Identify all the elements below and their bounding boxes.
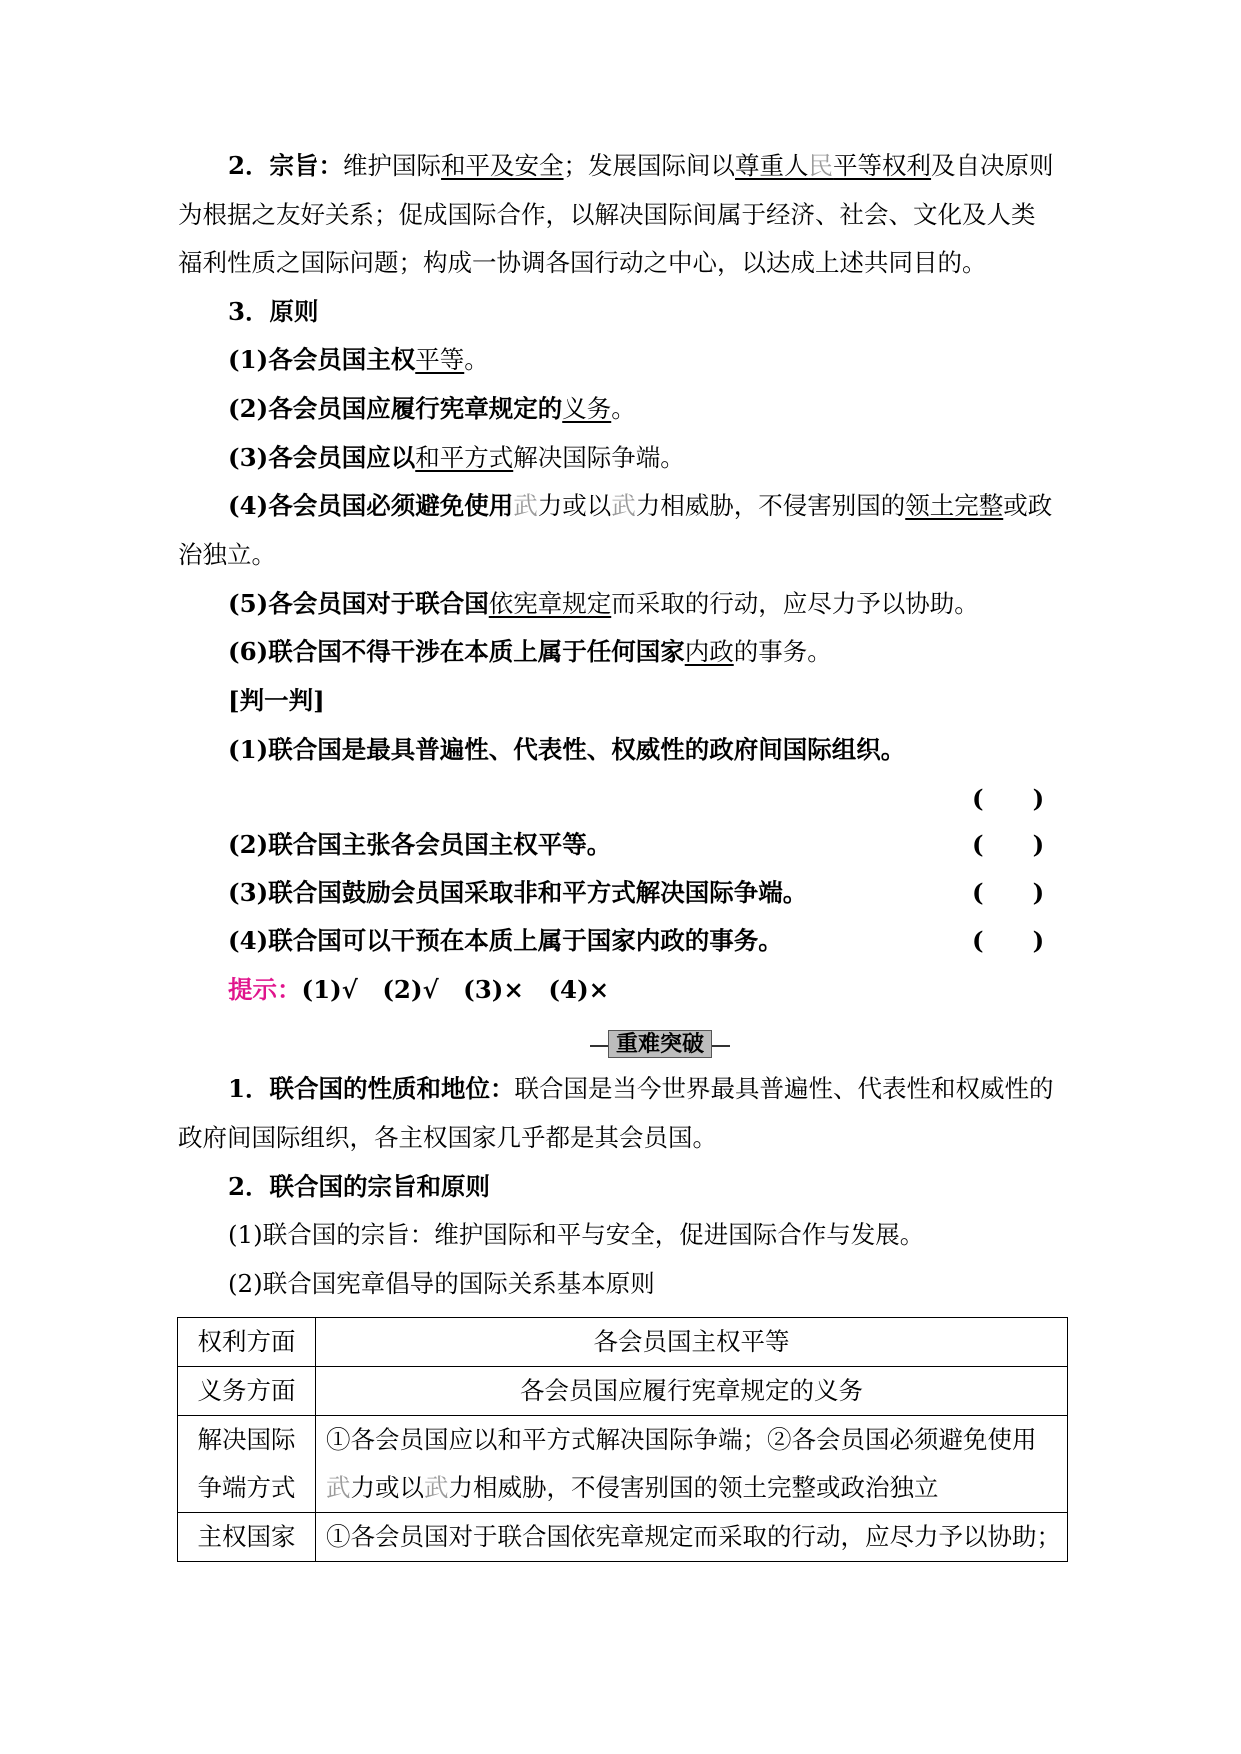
judge-heading: [判一判]: [228, 686, 325, 715]
text: 武: [326, 1473, 351, 1502]
text: 争端方式: [197, 1473, 296, 1502]
nature-line-1: [228, 1074, 1054, 1104]
row-content: [316, 1416, 1068, 1513]
banner-rule-right: [712, 1045, 730, 1047]
underlined-term: 和平方式: [415, 443, 514, 472]
principle-4-cont: 治独立。: [178, 540, 276, 569]
purpose-principles-heading: 2．联合国的宗旨和原则: [228, 1172, 491, 1201]
text: 及自决原则: [931, 151, 1054, 180]
text: 的事务。: [733, 637, 832, 666]
text: 力或以: [537, 491, 612, 520]
text: ；发展国际间以: [563, 151, 736, 180]
underlined-term: 平等: [415, 345, 465, 374]
text: (5)各会员国对于联合国: [228, 589, 489, 618]
text: 。: [464, 345, 489, 374]
text: 主权国家: [197, 1522, 296, 1551]
table-row: [178, 1318, 1068, 1367]
text: 力或以: [350, 1473, 424, 1502]
text: 各会员国主权平等: [593, 1327, 790, 1356]
row-head: [178, 1367, 316, 1416]
principles-heading: 3．原则: [228, 297, 319, 326]
text: 武: [513, 491, 538, 520]
row-head: [178, 1513, 316, 1562]
nature-line-2: 政府间国际组织，各主权国家几乎都是其会员国。: [178, 1123, 717, 1152]
principle-5: [228, 589, 979, 619]
nature-heading: 1．联合国的性质和地位：: [228, 1074, 515, 1103]
principles-table: [177, 1317, 1068, 1562]
text: (4)各会员国必须避免使用: [228, 491, 514, 520]
judge-item-1: (1)联合国是最具普遍性、代表性、权威性的政府间国际组织。: [228, 735, 906, 764]
text: 维护国际: [343, 151, 442, 180]
un-purpose-line: (1)联合国的宗旨：维护国际和平与安全，促进国际合作与发展。: [228, 1220, 925, 1249]
text: (3)各会员国应以: [228, 443, 416, 472]
judge-item-2: (2)联合国主张各会员国主权平等。: [228, 830, 612, 859]
text: ①各会员国应以和平方式解决国际争端；②各会员国必须避免使用: [326, 1425, 1037, 1454]
text: 解决国际争端。: [513, 443, 685, 472]
text: 武: [611, 491, 636, 520]
purpose-line-3: 福利性质之国际问题；构成一协调各国行动之中心，以达成上述共同目的。: [178, 248, 987, 277]
section-banner: [590, 1030, 730, 1060]
row-head: [178, 1416, 316, 1513]
charter-principles-line: (2)联合国宪章倡导的国际关系基本原则: [228, 1269, 655, 1298]
text: 平等权利: [833, 151, 932, 180]
hint-line: [228, 975, 609, 1005]
table-row: [178, 1367, 1068, 1416]
text: 权利方面: [197, 1327, 296, 1356]
underlined-term: [735, 151, 931, 180]
hint-answers: (1)√ (2)√ (3)× (4)×: [301, 975, 610, 1004]
answer-paren-2[interactable]: ( ): [972, 830, 1045, 859]
table-row: [178, 1416, 1068, 1513]
text: 或政: [1003, 491, 1053, 520]
answer-paren-3[interactable]: ( ): [972, 878, 1045, 907]
principle-1: [228, 345, 489, 375]
underlined-term: 内政: [684, 637, 734, 666]
principle-6: [228, 637, 832, 667]
text: (2)各会员国应履行宪章规定的: [228, 394, 563, 423]
purpose-heading: 2．宗旨：: [228, 151, 344, 180]
purpose-line-2: 为根据之友好关系；促成国际合作，以解决国际间属于经济、社会、文化及人类: [178, 200, 1036, 229]
answer-paren-4[interactable]: ( ): [972, 926, 1045, 955]
text: [326, 1464, 1067, 1512]
text: 联合国是当今世界最具普遍性、代表性和权威性的: [514, 1074, 1054, 1103]
row-content: [316, 1513, 1068, 1562]
row-head: [178, 1318, 316, 1367]
banner-rule-left: [590, 1045, 608, 1047]
text: (1)各会员国主权: [228, 345, 416, 374]
row-content: [316, 1318, 1068, 1367]
text: ①各会员国对于联合国依宪章规定而采取的行动，应尽力予以协助；: [326, 1522, 1061, 1551]
principle-2: [228, 394, 636, 424]
principle-4: [228, 491, 1052, 521]
text: 民: [808, 151, 834, 180]
hint-label: 提示：: [228, 975, 302, 1004]
text: 各会员国应履行宪章规定的义务: [520, 1376, 863, 1405]
text: 力相威胁，不侵害别国的领土完整或政治独立: [448, 1473, 939, 1502]
text: 。: [611, 394, 636, 423]
text: 力相威胁，不侵害别国的: [635, 491, 906, 520]
judge-item-4: (4)联合国可以干预在本质上属于国家内政的事务。: [228, 926, 783, 955]
text: 武: [424, 1473, 449, 1502]
text: (6)联合国不得干涉在本质上属于任何国家: [228, 637, 685, 666]
answer-paren-1[interactable]: ( ): [972, 784, 1045, 813]
text: 尊重人: [735, 151, 809, 180]
principle-3: [228, 443, 685, 473]
row-content: [316, 1367, 1068, 1416]
underlined-term: 义务: [562, 394, 612, 423]
banner-label: 重难突破: [608, 1030, 712, 1058]
underlined-term: 领土完整: [905, 491, 1004, 520]
underlined-term: 和平及安全: [441, 151, 564, 180]
table-row: [178, 1513, 1068, 1562]
text: 而采取的行动，应尽力予以协助。: [611, 589, 979, 618]
underlined-term: 依宪章规定: [488, 589, 612, 618]
text: 义务方面: [197, 1376, 296, 1405]
text: 解决国际: [197, 1425, 296, 1454]
purpose-line-1: [228, 151, 1054, 181]
judge-item-3: (3)联合国鼓励会员国采取非和平方式解决国际争端。: [228, 878, 808, 907]
